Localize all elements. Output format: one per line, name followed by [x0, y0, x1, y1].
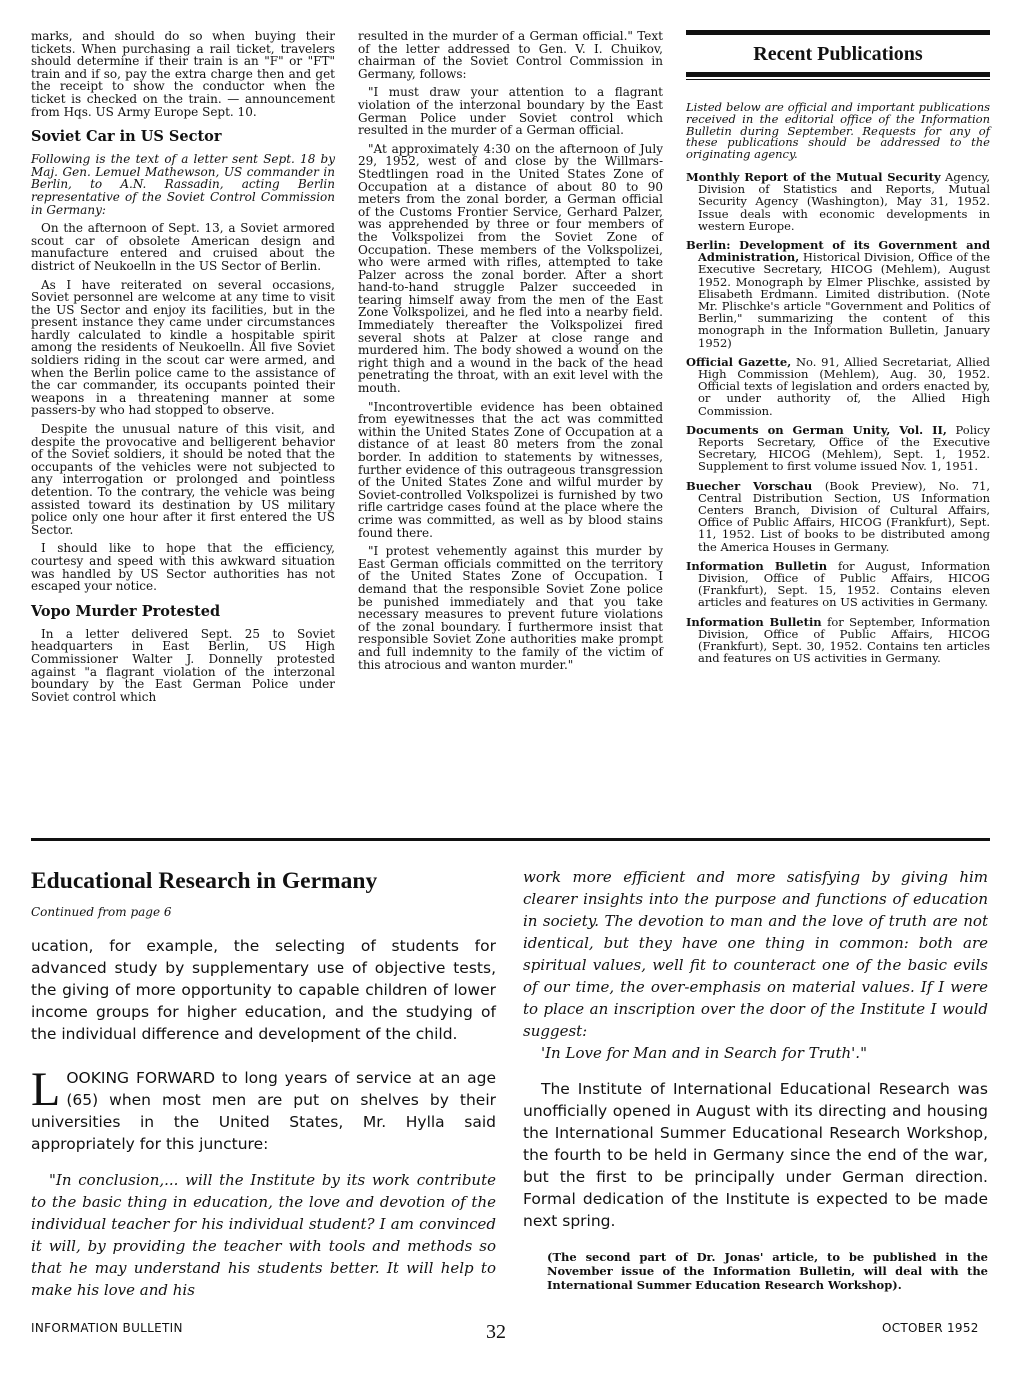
publication-item: [686, 356, 990, 417]
letter-intro: Following is the text of a letter sent Sept. 18 by Maj. Gen. Lemuel Mathewson, US commander in Berlin, to A.N. Rassadin, acting Berlin representative of the Soviet Control Commission in Germany:: [31, 152, 335, 217]
paragraph: marks, and should do so when buying their tickets. When purchasing a rail ticket, travelers should determine if their train is an "F" or "FT" train and if so, pay the extra charge then and get the receipt to show the conductor when the ticket is checked on the train. — announcement from Hqs. US Army Europe Sept. 10.: [31, 29, 335, 119]
publication-title: Official Gazette,: [686, 354, 792, 369]
publication-item: [686, 424, 990, 473]
publication-title: Buecher Vorschau: [686, 478, 813, 493]
paragraph-dropcap: [31, 1063, 496, 1155]
recent-publications-intro: Listed below are official and important publications received in the editorial office of the Information Bulletin during September. Requests for any of these publications should be addressed to the originating agency.: [686, 100, 990, 162]
rule: [686, 79, 990, 80]
publication-list: [686, 171, 990, 665]
quote-inscription: 'In Love for Man and in Search for Truth'.": [541, 1044, 867, 1062]
quote-paragraph: work more efficient and more satisfying by giving him clearer insights into the purpose and functions of education in society. The devotion to man and the love of truth are not identical, but they have one thing in common: both are spiritual values, well fit to counteract one of the basic evils of our time, the over-emphasis on material values. If I were to place an inscription over the door of the Institute I would suggest:: [523, 868, 988, 1040]
publication-title: Berlin: Development of its Government and Administration,: [686, 238, 990, 265]
paragraph: I should like to hope that the efficiency, courtesy and speed with this awkward situation was handled by US Sector authorities has not escaped your notice.: [31, 541, 335, 594]
paragraph: "I protest vehemently against this murder by East German officials committed on the territory of the United States Zone of Occupation. I demand that the responsible Soviet Zone police be punished immediately and that you take necessary measures to prevent future violations of the zonal boundary. I furthermore insist that responsible Soviet Zone authorities make prompt and full indemnity to the family of the victim of this atrocious and wanton murder.": [358, 544, 663, 672]
recent-publications-box: [686, 30, 990, 672]
drop-cap: L: [31, 1063, 61, 1116]
publication-item: [686, 480, 990, 553]
publication-item: [686, 616, 990, 665]
publication-item: [686, 560, 990, 609]
column-middle: [358, 30, 663, 677]
footer-issue-date: OCTOBER 1952: [882, 1321, 979, 1335]
horizontal-divider: [31, 838, 990, 841]
page-number: 32: [486, 1321, 506, 1343]
article-title: Educational Research in Germany: [31, 868, 378, 894]
section-heading-vopo-murder: Vopo Murder Protested: [31, 602, 221, 620]
paragraph: "I must draw your attention to a flagrant violation of the interzonal boundary by the East German Police under Soviet control which resulted in the murder of a German official.: [358, 85, 663, 138]
paragraph: The Institute of International Educational Research was unofficially opened in August with its directing and housing the International Summer Educational Research Workshop, the fourth to be held in Germany since the end of the war, but the first to be principally under German direction. Formal dedication of the Institute is expected to be made next spring.: [523, 1080, 988, 1230]
publication-title: Information Bulletin: [686, 558, 828, 573]
publication-title: Information Bulletin: [686, 614, 822, 629]
paragraph: In a letter delivered Sept. 25 to Soviet headquarters in East Berlin, US High Commissioner Walter J. Donnelly protested against "a flagrant violation of the interzonal boundary by the East German Police under Soviet control which: [31, 626, 335, 704]
paragraph-text: OOKING FORWARD to long years of service at an age (65) when most men are put on shelves by their universities in the United States, Mr. Hylla said appropriately for this juncture:: [31, 1069, 496, 1153]
continued-note: Continued from page 6: [31, 905, 172, 919]
publication-item: [686, 239, 990, 349]
publication-item: [686, 171, 990, 232]
article-educational-research-left: [31, 868, 496, 1301]
publication-detail: for September, Information Division, Office of Public Affairs, HICOG (Frankfurt), Sept. 30, 1952. Contains ten articles and features on US activities in Germany.: [698, 614, 990, 666]
footer-publication-name: INFORMATION BULLETIN: [31, 1321, 183, 1335]
recent-publications-title: Recent Publications: [753, 43, 923, 65]
paragraph: As I have reiterated on several occasions, Soviet personnel are welcome at any time to visit the US Sector and enjoy its facilities, but in the present instance they came under circumstances hardly calculated to kindle a hospitable spirit among the residents of Neukoelln. All five Soviet soldiers riding in the scout car were armed, and when the Berlin police came to the assistance of the car commander, its occupants pointed their weapons in a threatening manner at some passers-by who had stopped to observe.: [31, 277, 335, 418]
publication-title: Documents on German Unity, Vol. II,: [686, 422, 947, 437]
paragraph: Despite the unusual nature of this visit, and despite the provocative and belligerent behavior of the Soviet soldiers, it should be noted that the occupants of the vehicles were not subjected to any interrogation or prolonged and pointless detention. To the contrary, the vehicle was being assisted toward its destination by US military police only one hour after it first entered the US Sector.: [31, 422, 335, 537]
publication-detail: Policy Reports Secretary, Office of the Executive Secretary, HICOG (Mehlem), Sept. 1, 1952. Supplement to first volume issued Nov. 1, 1951.: [698, 422, 990, 474]
paragraph: resulted in the murder of a German official." Text of the letter addressed to Gen. V. I. Chuikov, chairman of the Soviet Control Commission in Germany, follows:: [358, 29, 663, 81]
rule: [686, 72, 990, 77]
editor-note: (The second part of Dr. Jonas' article, to be published in the November issue of the Information Bulletin, will deal with the International Summer Education Research Workshop).: [547, 1250, 988, 1292]
publication-detail: Agency, Division of Statistics and Reports, Mutual Security Agency (Washington), May 31, 1952. Issue deals with economic developments in western Europe.: [698, 169, 990, 233]
publication-title: Monthly Report of the Mutual Security: [686, 169, 941, 184]
section-heading-soviet-car: Soviet Car in US Sector: [31, 128, 222, 146]
publication-detail: (Book Preview), No. 71, Central Distribution Section, US Information Centers Branch, Division of Cultural Affairs, Office of Public Affairs, HICOG (Frankfurt), Sept. 11, 1952. List of books to be distributed among the America Houses in Germany.: [698, 478, 990, 554]
publication-detail: for August, Information Division, Office of Public Affairs, HICOG (Frankfurt), Sept. 15, 1952. Contains eleven articles and features on US activities in Germany.: [698, 558, 990, 610]
paragraph: ucation, for example, the selecting of students for advanced study by supplementary use of objective tests, the giving of more opportunity to capable children of lower income groups for higher education, and the studying of the individual difference and development of the child.: [31, 937, 496, 1043]
paragraph: On the afternoon of Sept. 13, a Soviet armored scout car of obsolete American design and manufacture entered and cruised about the district of Neukoelln in the US Sector of Berlin.: [31, 221, 335, 273]
paragraph: "At approximately 4:30 on the afternoon of July 29, 1952, west of and close by the Willmars-Stedtlingen road in the United States Zone of Occupation at a distance of about 80 to 90 meters from the zonal border, a German official of the Customs Frontier Service, Gerhard Palzer, was apprehended by three or four members of the Volkspolizei from the Soviet Zone of Occupation. These members of the Volkspolizei, who were armed with rifles, attempted to take Palzer across the zonal border. After a short hand-to-hand struggle Palzer succeeded in tearing himself away from the men of the East Zone Volkspolizei, and he fled into a nearby field. Immediately thereafter the Volkspolizei fired several shots at Palzer at close range and murdered him. The body showed a wound on the right thigh and a wound in the back of the head penetrating the throat, with an exit level with the mouth.: [358, 141, 663, 396]
paragraph: "Incontrovertible evidence has been obtained from eyewitnesses that the act was committed within the United States Zone of Occupation at a distance of at least 80 meters from the zonal border. In addition to statements by witnesses, further evidence of this outrageous transgression of the United States Zone and wilful murder by Soviet-controlled Volkspolizei is furnished by two rifle cartridge cases found at the place where the crime was committed, as well as by blood stains found there.: [358, 399, 663, 540]
quote-paragraph: "In conclusion,... will the Institute by its work contribute to the basic thing in education, the love and devotion of the individual teacher for his individual student? I am convinced it will, by providing the teacher with tools and methods so that he may understand his students better. It will help to make his love and his: [31, 1171, 496, 1299]
article-educational-research-right: [523, 866, 988, 1292]
publication-detail: Historical Division, Office of the Executive Secretary, HICOG (Mehlem), August 1952. Monograph by Elmer Plischke, assisted by Elisabeth Erdmann. Limited distribution. (Note Mr. Plischke's article "Government and Politics of Berlin," summarizing the content of this monograph in the Information Bulletin, January 1952): [698, 250, 991, 350]
publication-detail: No. 91, Allied Secretariat, Allied High Commission (Mehlem), Aug. 30, 1952. Official texts of legislation and orders enacted by, or under authority of, the Allied High Commission.: [698, 354, 990, 418]
column-left: [31, 30, 335, 709]
